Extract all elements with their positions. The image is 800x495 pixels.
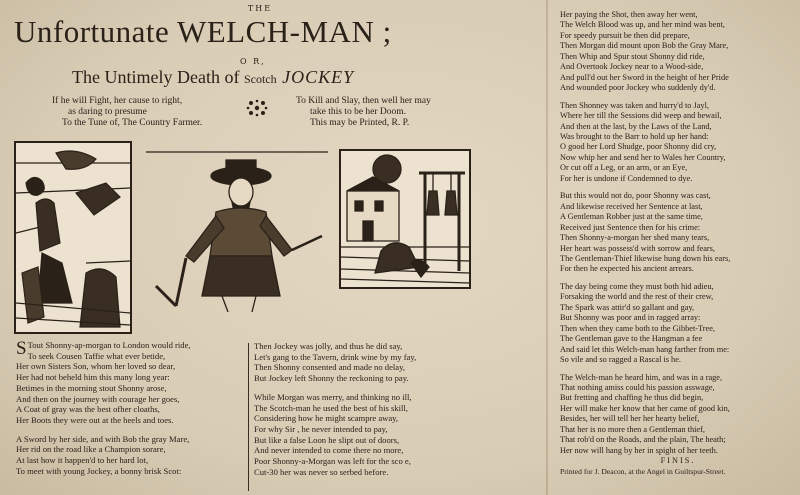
verse-line: But like a false Loon he slipt out of doors,: [254, 434, 400, 445]
verse-line: Then when they came both to the Gibbet-Tree,: [560, 323, 715, 333]
title-the: THE: [247, 4, 273, 13]
verse-line: A Sword by her side, and with Bob the gray Mare,: [16, 433, 190, 444]
stanza: [254, 392, 416, 478]
stanza: [560, 373, 796, 457]
stanza: [560, 282, 796, 366]
verse-line: But fretting and chaffing he thus did begin,: [560, 393, 704, 403]
stanza: [560, 10, 796, 94]
verse-line: Was brought to the Barr to hold up her hand:: [560, 131, 709, 141]
stanza: [560, 101, 796, 185]
fleuron-ornament: [246, 98, 268, 118]
subtitle: [72, 67, 354, 88]
verse-line: Forsaking the world and the rest of their crew,: [560, 292, 714, 302]
verse-line: That her is no more then a Gentleman thief,: [560, 424, 705, 434]
verse-line: The Gentleman-Thief likewise hung down his ears,: [560, 253, 731, 263]
verse-line: Received just Sentence then for his crime:: [560, 222, 701, 232]
verse-line: But Shonny was poor and in ragged array:: [560, 313, 701, 323]
verse-line: So vile and so ragged a Rascal is he.: [560, 355, 681, 365]
verse-line: Now whip her and send her to Wales her Country,: [560, 152, 726, 162]
main-title: Unfortunate WELCH-MAN ;: [14, 14, 392, 49]
verse-line: And likewise received her Sentence at last,: [560, 201, 703, 211]
verse-line: Her own Sisters Son, whom her loved so dear,: [16, 361, 176, 372]
fold-line: [546, 0, 548, 495]
verse-line: Then Shonny consented and made no delay,: [254, 362, 405, 373]
verse-line: The Spark was attir'd so gallant and gay,: [560, 302, 695, 312]
verse-line: While Morgan was merry, and thinking no ill,: [254, 391, 412, 402]
verse-line: Then Morgan did mount upon Bob the Gray Mare,: [560, 41, 729, 51]
verse-line: That nothing amiss could his passion asswage,: [560, 382, 715, 392]
verse-line: Where her till the Sessions did weep and bewail,: [560, 111, 722, 121]
verse-line: For then he expected his ancient arrears.: [560, 264, 694, 274]
verse-line: Betimes in the morning stout Shonny arose,: [16, 382, 167, 393]
column-divider: [248, 343, 249, 491]
subtitle-prefix: The Untimely Death of: [72, 67, 244, 87]
intro-right: [296, 96, 431, 129]
verse-line: And said let this Welch-man hang farther from me:: [560, 344, 730, 354]
verse-line: Her now will hang by her in spight of her teeth.: [560, 445, 718, 455]
verses-right: [560, 10, 796, 477]
verse-line: Her rid on the road like a Champion sorare,: [16, 444, 166, 455]
verse-line: And Overtook Jockey near to a Wood-side,: [560, 62, 704, 72]
verse-line: And wounded poor Jockey who suddenly dy'd.: [560, 83, 716, 93]
verse-line: The Welch Blood was up, and her mind was bent,: [560, 20, 725, 30]
drop-cap: S: [16, 338, 27, 359]
woodcut-gallows: [339, 149, 471, 289]
verse-line: At last how it happen'd to her hard lot,: [16, 455, 149, 466]
verse-line: Besides, her will tell her her hearty belief,: [560, 414, 700, 424]
verse-line: For her is undone if Condemned to dye.: [560, 173, 693, 183]
verse-line: Her heart was possess'd with sorrow and fears,: [560, 243, 715, 253]
verse-line: Then Jockey was jolly, and thus he did say,: [254, 341, 403, 351]
imprint: Printed for J. Deacon, at the Angel in Guiltspur-Street.: [560, 466, 726, 476]
verse-line: The Welch-man he heard him, and was in a rage,: [560, 372, 723, 382]
title-or: O R,: [240, 57, 266, 66]
intro-right-line: take this to be her Doom.: [310, 107, 407, 117]
verse-line: Poor Shonny-a-Morgan was left for the sco e,: [254, 456, 411, 467]
stanza: [16, 340, 191, 426]
intro-right-line: This may be Printed, R. P.: [310, 118, 410, 128]
verse-line: That rob'd on the Roads, and the plain, The heath;: [560, 435, 726, 445]
subtitle-scotch: Scotch: [243, 72, 277, 86]
finis: FINIS.: [660, 456, 696, 466]
verse-line: Her will make her know that her came of good kin,: [560, 403, 730, 413]
verse-line: For why Sir , he never intended to pay,: [254, 423, 388, 434]
verse-line: Her had not beheld him this many long year:: [16, 372, 170, 383]
verse-line: The day being come they must both hid adieu,: [560, 281, 714, 291]
verse-line: Then Shonny-a-morgan her shed many tears,: [560, 233, 710, 243]
verse-line: For speedy pursuit be then did prepare,: [560, 30, 690, 40]
verse-line: Tout Shonny-ap-morgan to London would ride,: [27, 340, 191, 350]
stanza: [16, 434, 191, 477]
verses-left: [16, 340, 191, 476]
intro-left-line: If he will Fight, her cause to right,: [52, 96, 183, 106]
verse-line: Let's gang to the Tavern, drink wine by my fay,: [254, 351, 417, 362]
verse-line: Then Whip and Spur stout Shonny did ride,: [560, 51, 705, 61]
stanza: [560, 191, 796, 275]
verse-line: A Coat of gray was the best ofher cloaths,: [16, 404, 160, 415]
verse-line: To meet with young Jockey, a bonny brisk Scot:: [16, 465, 182, 476]
verse-line: A Gentleman Robber just at the same time,: [560, 212, 703, 222]
verse-line: And never intended to come there no more,: [254, 445, 404, 456]
verse-line: Or cut off a Leg, or an arm, or an Eye,: [560, 163, 688, 173]
verse-line: O good her Lord Shudge, poor Shonny did cry,: [560, 142, 717, 152]
verse-line: To seek Cousen Taffie what ever betide,: [27, 350, 166, 361]
woodcut-musicians: [14, 141, 132, 334]
verse-line: Considering how he might scampre away,: [254, 413, 399, 424]
verse-line: But Jockey left Shonny the reckoning to pay.: [254, 373, 409, 384]
verses-middle: [254, 341, 416, 477]
intro-right-line: To Kill and Slay, then well her may: [296, 96, 431, 106]
verse-line: The Gentleman gave to the Hangman a fee: [560, 334, 703, 344]
subtitle-jockey: JOCKEY: [276, 67, 355, 87]
verse-line: The Scotch-man he used the best of his skill,: [254, 402, 408, 413]
verse-line: Her Boots they were out at the heels and toes.: [16, 414, 174, 425]
verse-line: And then on the journey with courage her goes,: [16, 393, 180, 404]
intro-left-line: as daring to presume: [68, 107, 147, 117]
verse-line: Cut-30 her was never so serbed before.: [254, 466, 389, 477]
intro-left: [52, 96, 202, 129]
woodcut-swordsman: [146, 146, 328, 312]
intro-left-line: To the Tune of, The Country Farmer.: [62, 118, 203, 128]
verse-line: Her paying the Shot, then away her went,: [560, 10, 698, 19]
verse-line: And then at the last, by the Laws of the Land,: [560, 121, 712, 131]
verse-line: And pull'd out her Sword in the height of her Pride: [560, 72, 729, 82]
verse-line: Then Shonney was taken and hurry'd to Jayl,: [560, 100, 709, 110]
verse-line: But this would not do, poor Shonny was cast,: [560, 191, 711, 201]
stanza: [254, 341, 416, 384]
